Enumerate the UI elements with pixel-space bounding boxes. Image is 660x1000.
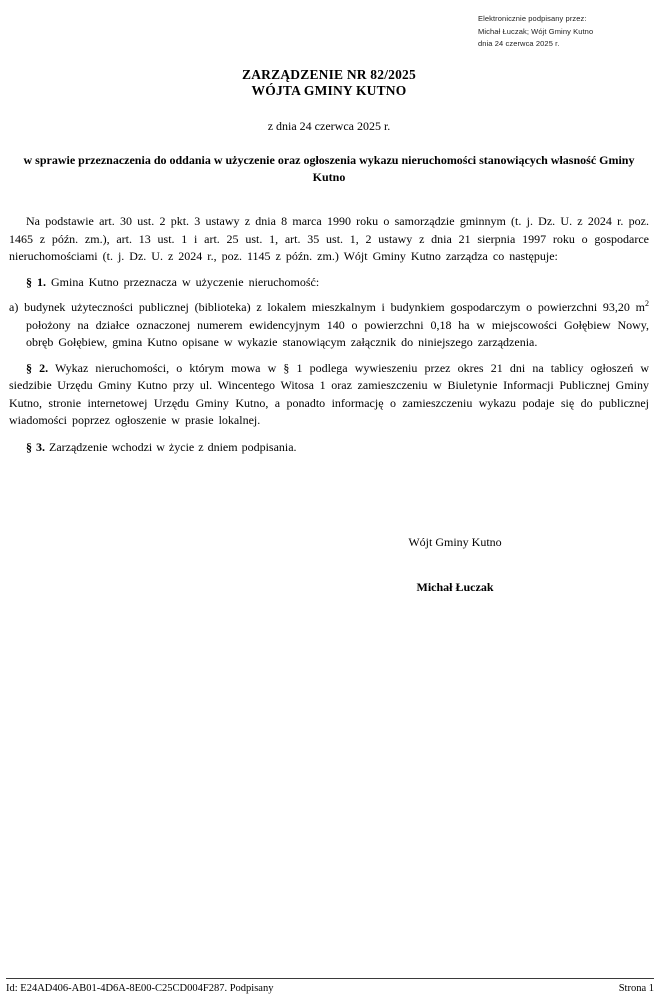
section-1-text: Gmina Kutno przeznacza w użyczenie nieruchomość:: [46, 274, 320, 289]
section-3-label: § 3.: [26, 439, 45, 454]
stamp-line-1: Elektronicznie podpisany przez:: [478, 14, 587, 23]
signatory-name: Michał Łuczak: [416, 580, 494, 594]
item-a-paragraph: [9, 299, 649, 352]
document-title-line-2: WÓJTA GMINY KUTNO: [251, 83, 407, 98]
signatory-role: Wójt Gminy Kutno: [408, 535, 502, 549]
section-2-label: § 2.: [26, 360, 49, 375]
item-a-text-end: położony na działce oznaczonej numerem ewidencyjnym 140 o powierzchni 0,18 ha w miejscowości Gołębiew Nowy, obręb Gołębiew, gmina Kutno opisane w wykazie stanowiącym załącznik do niniejszego zarządzenia.: [26, 317, 649, 349]
page-footer: [6, 978, 654, 995]
document-content: [9, 0, 649, 456]
page-number: Strona 1: [618, 983, 654, 994]
item-a-text-start: budynek użyteczności publicznej (biblioteka) z lokalem mieszkalnym i budynkiem gospodarczym o powierzchni 93,20 m: [24, 300, 645, 314]
document-title-line-1: ZARZĄDZENIE NR 82/2025: [242, 67, 416, 82]
item-a-label: a): [9, 300, 25, 314]
section-3-paragraph: [9, 439, 649, 457]
stamp-line-3: dnia 24 czerwca 2025 r.: [478, 39, 560, 48]
stamp-line-2: Michał Łuczak; Wójt Gminy Kutno: [478, 26, 594, 36]
section-3-text: Zarządzenie wchodzi w życie z dniem podpisania.: [45, 439, 297, 454]
document-title: [9, 67, 649, 99]
document-subject: w sprawie przeznaczenia do oddania w użyczenie oraz ogłoszenia wykazu nieruchomości stanowiących własność Gminy Kutno: [23, 153, 635, 184]
document-id: Id: E24AD406-AB01-4D6A-8E00-C25CD004F287. Podpisany: [6, 983, 274, 994]
document-date: z dnia 24 czerwca 2025 r.: [267, 119, 391, 133]
section-1-label: § 1.: [26, 274, 46, 289]
section-1-paragraph: [9, 274, 649, 292]
item-a-superscript: 2: [645, 299, 649, 308]
section-2-paragraph: [9, 360, 649, 430]
section-2-text: Wykaz nieruchomości, o którym mowa w § 1 podlega wywieszeniu przez okres 21 dni na tablicy ogłoszeń w siedzibie Urzędu Gminy Kutno przy ul. Wincentego Witosa 1 oraz zamieszczeniu w Biuletynie Informacji Publicznej Gminy Kutno, stronie internetowej Urzędu Gminy Kutno, a ponadto informację o zamieszczeniu wykazu podaje się do publicznej wiadomości poprzez ogłoszenie w prasie lokalnej.: [9, 360, 650, 427]
preamble-paragraph: Na podstawie art. 30 ust. 2 pkt. 3 ustawy z dnia 8 marca 1990 roku o samorządzie gminnym (t. j. Dz. U. z 2024 r. poz. 1465 z późn. zm.), art. 13 ust. 1 i art. 25 ust. 1, art. 35 ust. 1, 2 ustawy z dnia 21 sierpnia 1997 roku o gospodarce nieruchomościami (t. j. Dz. U. z 2024 r., poz. 1145 z późn. zm.) Wójt Gminy Kutno zarządza co następuje:: [9, 214, 649, 263]
signature-block: [330, 535, 580, 595]
